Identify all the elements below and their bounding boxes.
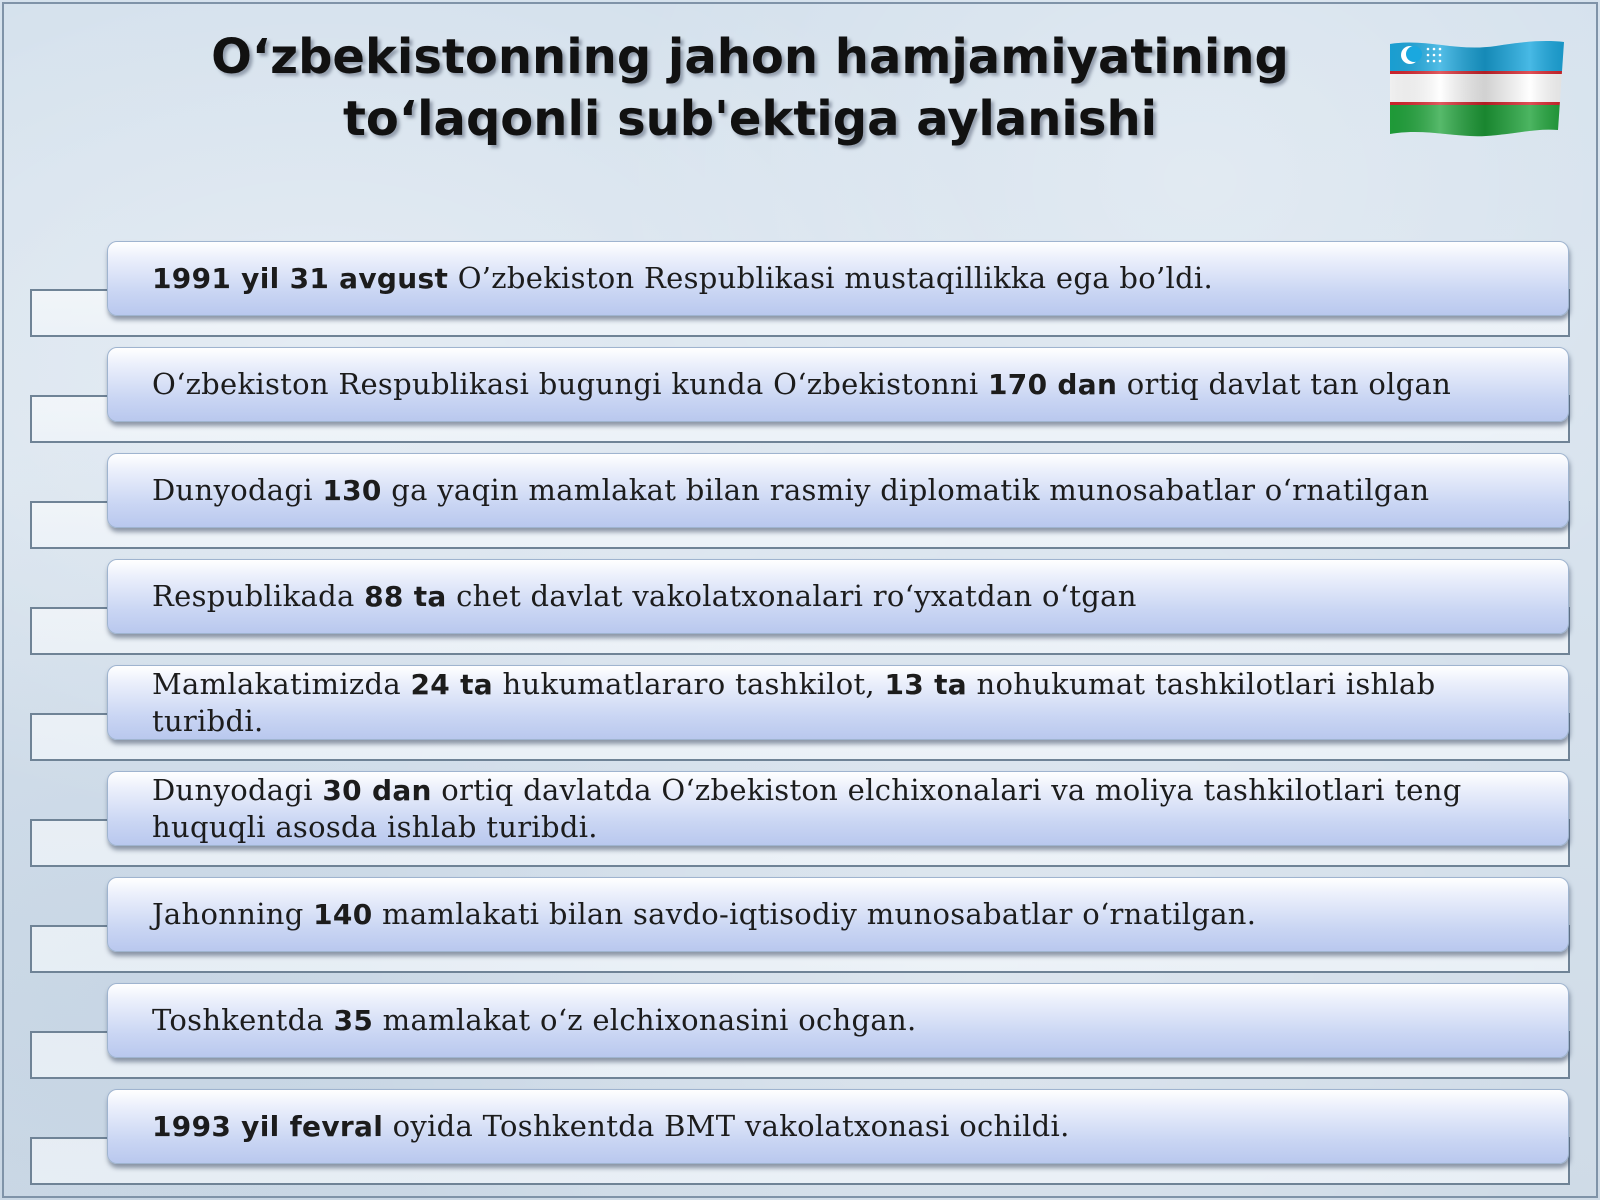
fact-text <box>152 1002 917 1039</box>
fact-highlight: 140 <box>313 898 373 931</box>
fact-highlight: 13 ta <box>884 668 967 701</box>
title-line-1: O‘zbekistonning jahon hamjamiyatining <box>211 29 1289 85</box>
fact-text-part: Jahonning <box>152 897 314 931</box>
fact-text-part: O‘zbekiston Respublikasi bugungi kunda O‘zbekistonni <box>152 367 989 401</box>
fact-text-part: Dunyodagi <box>152 773 323 807</box>
fact-text <box>152 260 1213 297</box>
fact-highlight: 35 <box>333 1004 374 1037</box>
fact-text-part: Respublikada <box>152 579 365 613</box>
fact-highlight: 1993 yil fevral <box>152 1110 384 1143</box>
fact-box <box>107 665 1569 740</box>
fact-highlight: 170 dan <box>988 368 1118 401</box>
fact-highlight: 24 ta <box>410 668 493 701</box>
fact-highlight: 88 ta <box>364 580 447 613</box>
fact-text-part: Toshkentda <box>152 1003 334 1037</box>
fact-text <box>152 666 1528 739</box>
fact-text-part: ga yaqin mamlakat bilan rasmiy diplomatik munosabatlar o‘rnatilgan <box>381 473 1430 507</box>
fact-text <box>152 578 1137 615</box>
fact-text <box>152 772 1528 845</box>
fact-text-part: Dunyodagi <box>152 473 323 507</box>
fact-box <box>107 347 1569 422</box>
fact-text-part: chet davlat vakolatxonalari ro‘yxatdan o‘tgan <box>446 579 1137 613</box>
fact-box <box>107 983 1569 1058</box>
fact-item <box>0 347 1600 451</box>
fact-item <box>0 665 1600 769</box>
fact-text-part: nohukumat tashkilotlari ishlab turibdi. <box>152 667 1436 738</box>
fact-text <box>152 472 1429 509</box>
fact-text-part: ortiq davlat tan olgan <box>1117 367 1452 401</box>
fact-text-part: ortiq davlatda O‘zbekiston elchixonalari va moliya tashkilotlari teng huquqli asosda ishlab turibdi. <box>152 773 1462 844</box>
fact-text-part: mamlakat o‘z elchixonasini ochgan. <box>373 1003 917 1037</box>
fact-text-part: hukumatlararo tashkilot, <box>492 667 885 701</box>
fact-box <box>107 453 1569 528</box>
fact-item <box>0 771 1600 875</box>
fact-item <box>0 983 1600 1087</box>
fact-text-part: mamlakati bilan savdo-iqtisodiy munosabatlar o‘rnatilgan. <box>372 897 1257 931</box>
fact-item <box>0 453 1600 557</box>
fact-text <box>152 1108 1070 1145</box>
fact-text-part: Mamlakatimizda <box>152 667 411 701</box>
fact-item <box>0 559 1600 663</box>
fact-item <box>0 241 1600 345</box>
fact-box <box>107 877 1569 952</box>
fact-highlight: 130 <box>322 474 382 507</box>
fact-highlight: 1991 yil 31 avgust <box>152 262 449 295</box>
fact-text-part: oyida Toshkentda BMT vakolatxonasi ochildi. <box>383 1109 1070 1143</box>
fact-box <box>107 241 1569 316</box>
fact-item <box>0 1089 1600 1193</box>
slide-title <box>150 26 1350 150</box>
fact-text-part: O’zbekiston Respublikasi mustaqillikka ega bo’ldi. <box>448 261 1214 295</box>
fact-text <box>152 366 1451 403</box>
fact-highlight: 30 dan <box>322 774 432 807</box>
fact-box <box>107 771 1569 846</box>
fact-item <box>0 877 1600 981</box>
fact-box <box>107 1089 1569 1164</box>
fact-text <box>152 896 1256 933</box>
fact-box <box>107 559 1569 634</box>
uzbekistan-flag-icon <box>1386 38 1566 138</box>
title-line-2: to‘laqonli sub'ektiga aylanishi <box>342 91 1158 147</box>
